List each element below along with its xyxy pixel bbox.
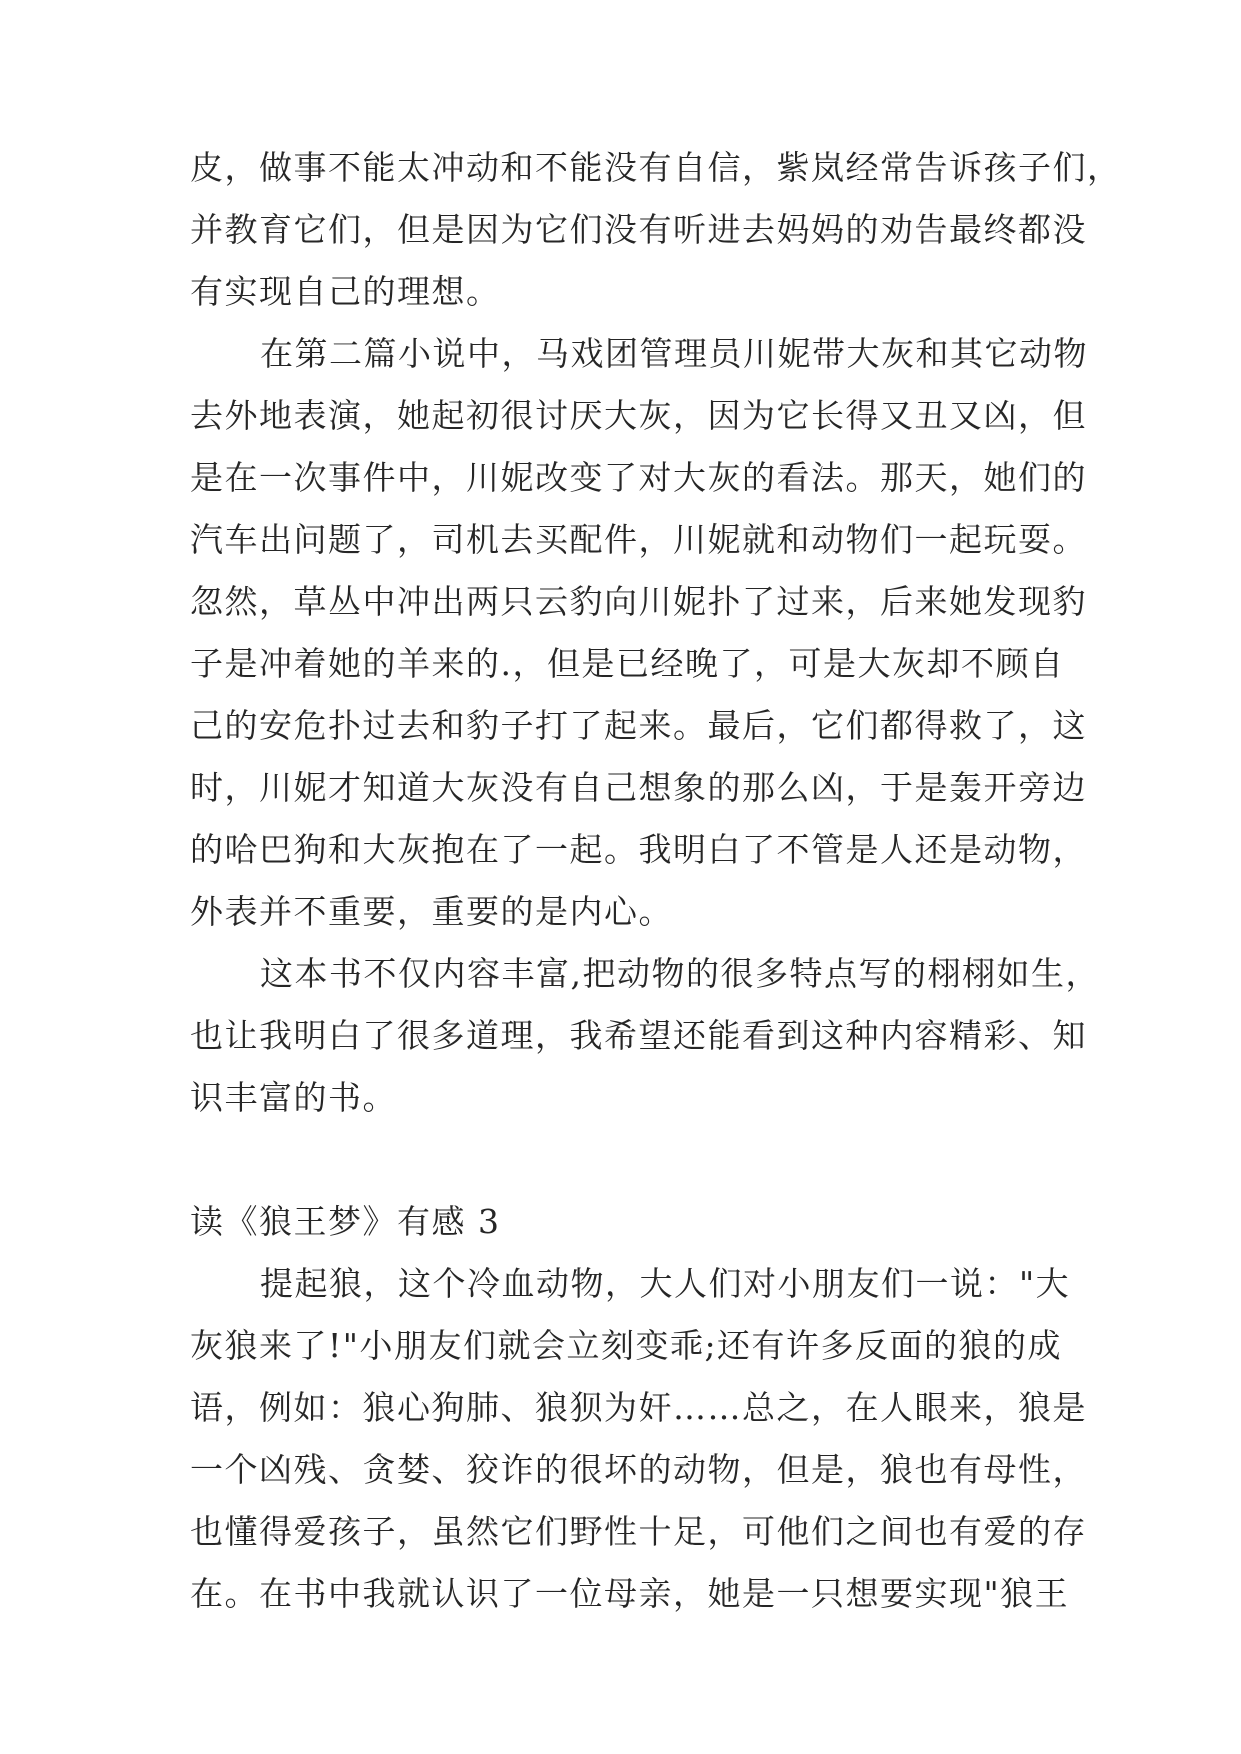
text-line: 识丰富的书。: [190, 1078, 397, 1117]
text-line: 在。在书中我就认识了一位母亲，她是一只想要实现"狼王: [190, 1574, 1070, 1613]
text-line: 这本书不仅内容丰富,把动物的很多特点写的栩栩如生，: [260, 954, 1100, 993]
text-line: 去外地表演，她起初很讨厌大灰，因为它长得又丑又凶，但: [190, 396, 1087, 435]
text-line: 一个凶残、贪婪、狡诈的很坏的动物，但是，狼也有母性，: [190, 1450, 1087, 1489]
text-line: 外表并不重要，重要的是内心。: [190, 892, 673, 931]
text-line: 时，川妮才知道大灰没有自己想象的那么凶，于是轰开旁边: [190, 768, 1087, 807]
text-line: 语，例如：狼心狗肺、狼狈为奸……总之，在人眼来，狼是: [190, 1388, 1087, 1427]
text-line: 并教育它们，但是因为它们没有听进去妈妈的劝告最终都没: [190, 210, 1087, 249]
text-line: 也让我明白了很多道理，我希望还能看到这种内容精彩、知: [190, 1016, 1087, 1055]
paragraph-3: [190, 943, 1100, 1129]
text-line: 皮，做事不能太冲动和不能没有自信，紫岚经常告诉孩子们，: [190, 148, 1122, 187]
section-heading: 读《狼王梦》有感 3: [190, 1202, 501, 1241]
document-page: [190, 137, 1122, 1625]
text-line: 汽车出问题了，司机去买配件，川妮就和动物们一起玩耍。: [190, 520, 1087, 559]
text-line: 是在一次事件中，川妮改变了对大灰的看法。那天，她们的: [190, 458, 1087, 497]
text-line: 也懂得爱孩子，虽然它们野性十足，可他们之间也有爱的存: [190, 1512, 1087, 1551]
text-line: 子是冲着她的羊来的.，但是已经晚了，可是大灰却不顾自: [190, 644, 1065, 683]
text-line: 忽然，草丛中冲出两只云豹向川妮扑了过来，后来她发现豹: [190, 582, 1087, 621]
paragraph-4: [190, 1253, 1087, 1625]
paragraph-2: [190, 323, 1088, 943]
text-line: 己的安危扑过去和豹子打了起来。最后，它们都得救了，这: [190, 706, 1087, 745]
paragraph-1: [190, 137, 1122, 323]
text-line: 的哈巴狗和大灰抱在了一起。我明白了不管是人还是动物，: [190, 830, 1087, 869]
paragraph-spacer: [190, 1129, 1060, 1191]
text-line: 有实现自己的理想。: [190, 272, 501, 311]
text-line: 提起狼，这个冷血动物，大人们对小朋友们一说："大: [260, 1264, 1071, 1303]
text-line: 灰狼来了!"小朋友们就会立刻变乖;还有许多反面的狼的成: [190, 1326, 1063, 1365]
text-line: 在第二篇小说中，马戏团管理员川妮带大灰和其它动物: [260, 334, 1088, 373]
